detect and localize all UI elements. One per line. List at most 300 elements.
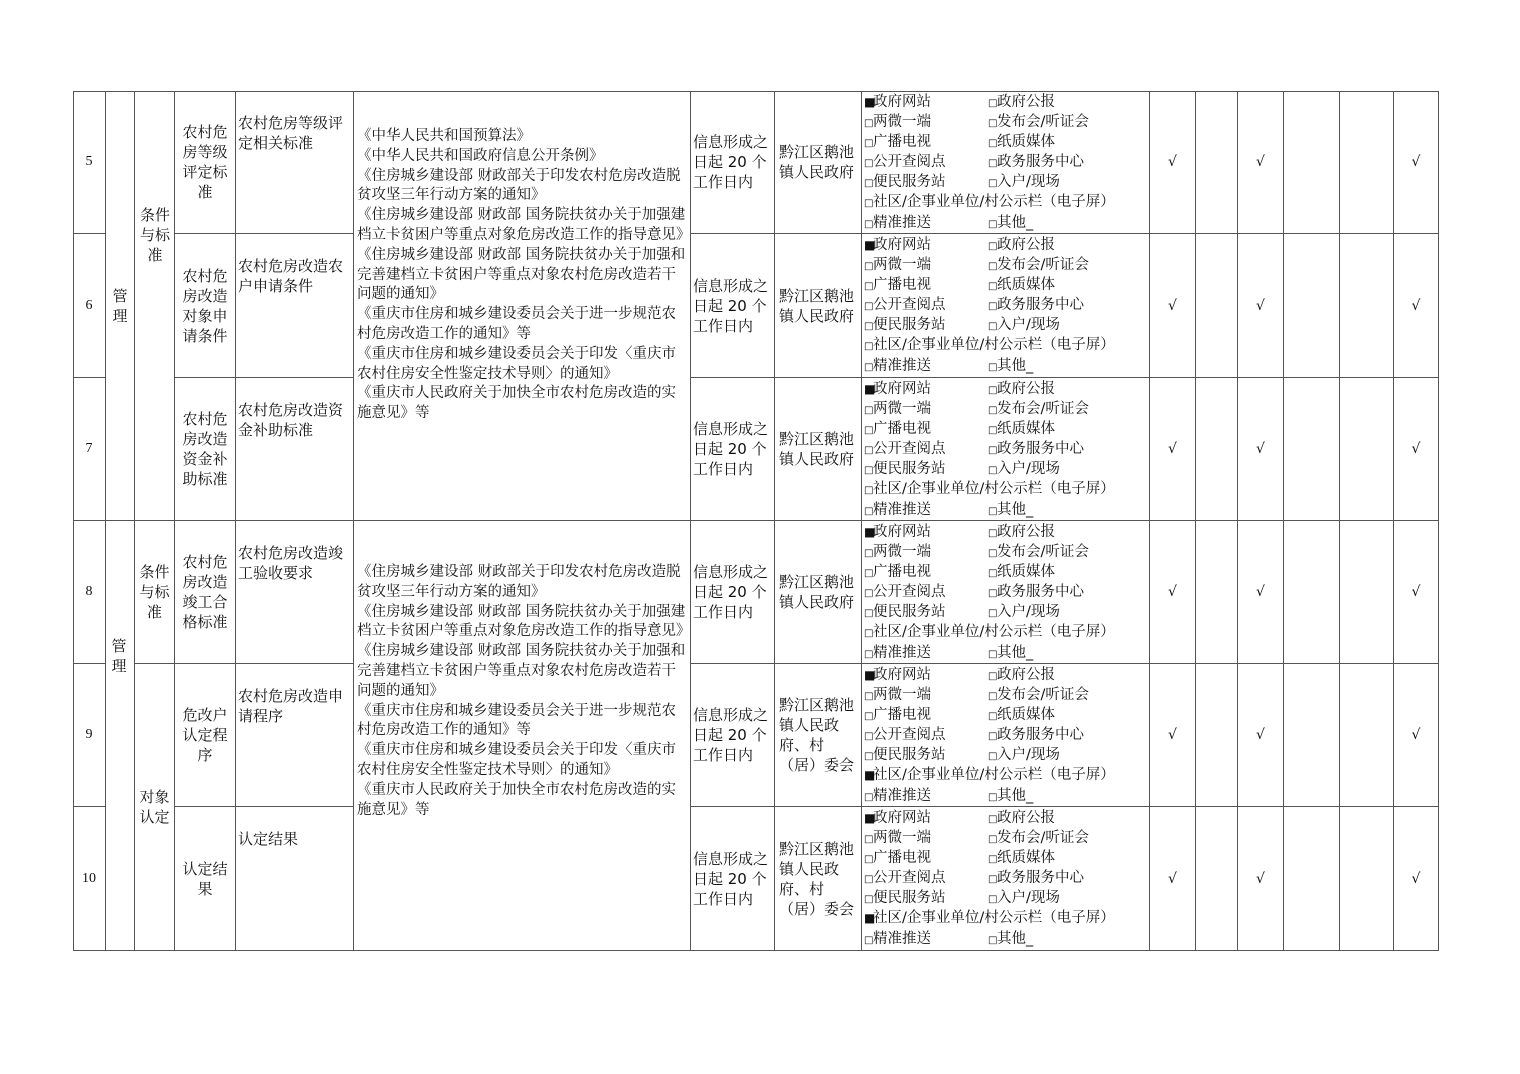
unchecked-box-icon: □	[988, 178, 998, 190]
channel-label: 精准推送	[873, 501, 931, 518]
channel-option[interactable]	[864, 665, 988, 685]
unchecked-box-icon: □	[988, 301, 998, 313]
unchecked-box-icon: □	[988, 98, 998, 109]
channel-option[interactable]	[864, 745, 988, 767]
unchecked-box-icon: □	[988, 405, 998, 417]
deadline-cell	[691, 807, 775, 951]
channel-label: 公开查阅点	[873, 441, 946, 458]
deadline-cell	[691, 234, 775, 378]
level1-label: 管理	[112, 286, 128, 325]
channel-label: 精准推送	[873, 357, 931, 374]
channel-option[interactable]	[988, 114, 1089, 130]
unchecked-box-icon: □	[988, 731, 998, 743]
channel-option[interactable]	[988, 401, 1089, 417]
channel-label: 两微一端	[873, 687, 931, 704]
row-number: 9	[85, 727, 93, 742]
deadline-text: 信息形成之日起 20 个工作日内	[693, 849, 769, 908]
channel-option[interactable]	[864, 172, 988, 194]
channel-label: 发布会/听证会	[997, 257, 1089, 274]
check-mark: √	[1411, 727, 1421, 743]
channel-option[interactable]	[988, 441, 1084, 457]
unchecked-box-icon: □	[864, 648, 874, 660]
item-cell	[175, 234, 236, 378]
channel-label: 纸质媒体	[997, 850, 1055, 867]
channel-option[interactable]	[864, 255, 988, 277]
channel-option[interactable]	[864, 888, 988, 910]
check-mark: √	[1168, 297, 1177, 314]
check-cell	[1150, 91, 1196, 234]
channel-label: 政府公报	[997, 237, 1055, 253]
channel-option[interactable]	[864, 92, 988, 112]
check-cell	[1340, 91, 1394, 234]
channel-option[interactable]	[988, 358, 1033, 374]
channel-label: 便民服务站	[873, 604, 946, 621]
item-name: 农村危房改造资金补助标准	[182, 410, 228, 488]
channel-option[interactable]	[988, 257, 1089, 273]
channel-label: 发布会/听证会	[997, 544, 1089, 561]
channel-label: 政府公报	[997, 667, 1055, 683]
channel-option[interactable]	[988, 747, 1060, 763]
channel-option[interactable]	[864, 379, 988, 399]
check-cell	[1238, 664, 1284, 807]
unchecked-box-icon: □	[864, 178, 874, 190]
channel-label: 纸质媒体	[997, 277, 1055, 294]
unchecked-box-icon: □	[988, 711, 998, 723]
legal-basis-line: 《中华人民共和国政府信息公开条例》	[357, 147, 604, 164]
deadline-text: 信息形成之日起 20 个工作日内	[693, 133, 769, 191]
channel-option[interactable]	[988, 134, 1055, 150]
level2-cell	[135, 91, 175, 521]
unchecked-box-icon: □	[864, 118, 874, 130]
legal-basis-line: 《重庆市住房和城乡建设委员会关于印发〈重庆市农村住房安全性鉴定技术导则〉的通知》	[357, 345, 676, 382]
unchecked-box-icon: □	[988, 874, 998, 886]
checked-box-icon: ■	[864, 525, 876, 539]
subject-cell	[775, 664, 862, 807]
legal-basis-line: 《重庆市人民政府关于加快全市农村危房改造的实施意见》等	[357, 781, 676, 818]
channel-option[interactable]	[988, 788, 1033, 804]
level2-cell	[135, 521, 175, 664]
checked-box-icon: ■	[864, 238, 876, 252]
channel-option[interactable]	[988, 174, 1060, 190]
check-cell	[1340, 234, 1394, 378]
channel-label: 政府公报	[997, 381, 1055, 397]
row-number: 6	[85, 297, 93, 313]
channel-label: 入户/现场	[997, 317, 1060, 334]
check-cell	[1196, 807, 1238, 951]
channel-label: 纸质媒体	[997, 134, 1055, 151]
subject-text: 黔江区鹅池镇人民政府	[779, 143, 855, 181]
check-cell	[1196, 91, 1238, 234]
channel-label: 公开查阅点	[873, 584, 946, 601]
unchecked-box-icon: □	[988, 691, 998, 703]
channel-label: 入户/现场	[997, 747, 1060, 764]
subject-cell	[775, 521, 862, 664]
check-cell	[1238, 378, 1284, 521]
level1-cell	[106, 521, 135, 951]
channel-option[interactable]	[988, 544, 1089, 560]
legal-basis-line: 《中华人民共和国预算法》	[357, 128, 531, 144]
legal-basis-line: 《住房城乡建设部 财政部 国务院扶贫办关于加强建档立卡贫困户等重点对象危房改造工作的指导意见》	[357, 207, 691, 243]
item-cell	[175, 378, 236, 521]
channel-label: 发布会/听证会	[997, 401, 1089, 418]
channel-label: 广播电视	[873, 707, 931, 724]
channel-option[interactable]	[988, 645, 1033, 661]
check-cell	[1150, 664, 1196, 807]
row-number: 10	[82, 870, 96, 886]
channel-option[interactable]	[988, 667, 1055, 683]
channel-label: 精准推送	[873, 930, 931, 947]
channel-option[interactable]	[988, 687, 1089, 703]
channel-label: 社区/企事业单位/村公示栏（电子屏）	[873, 910, 1115, 927]
check-cell	[1284, 378, 1340, 521]
channel-label: 便民服务站	[873, 747, 946, 764]
content-cell	[236, 664, 354, 807]
check-cell	[1284, 91, 1340, 234]
unchecked-box-icon: □	[988, 671, 998, 682]
channel-option[interactable]	[988, 564, 1055, 580]
channel-option[interactable]	[988, 727, 1084, 743]
channel-option[interactable]	[864, 295, 988, 317]
unchecked-box-icon: □	[864, 505, 874, 517]
check-mark: √	[1256, 870, 1265, 887]
channel-option[interactable]	[988, 850, 1055, 866]
legal-basis-line: 《住房城乡建设部 财政部 国务院扶贫办关于加强和完善建档立卡贫困户等重点对象农村危房改造若干问题的通知》	[357, 246, 686, 303]
channel-option[interactable]	[864, 624, 1115, 640]
channel-label: 政府网站	[873, 667, 931, 683]
channel-option[interactable]	[864, 315, 988, 337]
channel-label: 社区/企事业单位/村公示栏（电子屏）	[873, 337, 1115, 354]
check-mark: √	[1168, 441, 1177, 457]
channel-option[interactable]	[988, 421, 1055, 437]
check-mark: √	[1256, 584, 1265, 600]
legal-basis-line: 《住房城乡建设部 财政部关于印发农村危房改造脱贫攻坚三年行动方案的通知》	[357, 564, 681, 600]
channel-label: 政府公报	[997, 810, 1055, 826]
channel-label: 政务服务中心	[997, 297, 1084, 314]
deadline-cell	[691, 521, 775, 664]
check-cell	[1284, 807, 1340, 951]
legal-basis-line: 《住房城乡建设部 财政部 国务院扶贫办关于加强和完善建档立卡贫困户等重点对象农村危房改造若干问题的通知》	[357, 643, 686, 699]
channel-option[interactable]	[864, 132, 988, 154]
channel-label: 两微一端	[873, 257, 931, 274]
channel-label: 政府网站	[873, 810, 931, 826]
channel-label: 其他_	[997, 357, 1034, 374]
item-content: 农村危房改造资金补助标准	[238, 401, 344, 439]
channel-label: 政府网站	[873, 381, 931, 397]
channels-cell	[862, 91, 1150, 234]
channel-label: 政府公报	[997, 94, 1055, 110]
unchecked-box-icon: □	[988, 281, 998, 293]
checked-box-icon: ■	[864, 382, 876, 396]
channel-label: 两微一端	[873, 114, 931, 131]
unchecked-box-icon: □	[988, 385, 998, 396]
subject-cell	[775, 378, 862, 521]
legal-basis-cell	[354, 91, 691, 521]
check-cell	[1284, 664, 1340, 807]
channel-label: 广播电视	[873, 850, 931, 867]
level1-label: 管理	[111, 637, 127, 675]
channel-label: 其他_	[997, 644, 1034, 661]
item-cell	[175, 91, 236, 234]
channel-option[interactable]	[864, 848, 988, 870]
channel-option[interactable]	[864, 582, 988, 604]
channel-option[interactable]	[988, 277, 1055, 293]
unchecked-box-icon: □	[864, 711, 874, 723]
check-mark: √	[1168, 154, 1177, 170]
check-cell	[1150, 807, 1196, 951]
unchecked-box-icon: □	[864, 588, 874, 600]
deadline-cell	[691, 664, 775, 807]
channel-option[interactable]	[864, 767, 1115, 783]
channel-option[interactable]	[864, 194, 1115, 210]
channel-label: 入户/现场	[997, 461, 1060, 478]
checked-box-icon: ■	[864, 668, 876, 682]
channel-label: 社区/企事业单位/村公示栏（电子屏）	[873, 624, 1115, 641]
channel-label: 政务服务中心	[997, 584, 1084, 601]
row-number-cell	[73, 664, 106, 807]
unchecked-box-icon: □	[864, 548, 874, 560]
channel-option[interactable]	[864, 481, 1115, 497]
channel-option[interactable]	[988, 931, 1033, 947]
unchecked-box-icon: □	[988, 425, 998, 437]
unchecked-box-icon: □	[988, 648, 998, 660]
channel-label: 便民服务站	[873, 890, 946, 907]
legal-basis-line: 《重庆市住房和城乡建设委员会关于印发〈重庆市农村住房安全性鉴定技术导则〉的通知》	[357, 742, 676, 778]
channel-label: 广播电视	[873, 277, 931, 294]
check-cell	[1150, 234, 1196, 378]
check-mark: √	[1168, 584, 1177, 600]
unchecked-box-icon: □	[988, 791, 998, 803]
unchecked-box-icon: □	[988, 361, 998, 373]
check-cell	[1394, 91, 1439, 234]
channel-option[interactable]	[864, 213, 988, 234]
unchecked-box-icon: □	[864, 321, 874, 333]
unchecked-box-icon: □	[864, 425, 874, 437]
channel-option[interactable]	[864, 112, 988, 134]
item-name: 农村危房改造对象申请条件	[182, 266, 228, 345]
unchecked-box-icon: □	[864, 691, 874, 703]
channel-option[interactable]	[864, 705, 988, 727]
item-cell	[175, 807, 236, 951]
channel-label: 入户/现场	[997, 604, 1060, 621]
check-cell	[1238, 807, 1284, 951]
level2-label: 对象认定	[139, 788, 170, 826]
content-cell	[236, 378, 354, 521]
row-number-cell	[73, 378, 106, 521]
check-cell	[1340, 807, 1394, 951]
channel-label: 政府网站	[873, 94, 931, 110]
unchecked-box-icon: □	[988, 854, 998, 866]
content-cell	[236, 521, 354, 664]
unchecked-box-icon: □	[864, 751, 874, 763]
check-cell	[1394, 234, 1439, 378]
channel-option[interactable]	[988, 604, 1060, 620]
row-number: 7	[85, 441, 93, 456]
channel-label: 广播电视	[873, 421, 931, 438]
check-mark: √	[1411, 441, 1421, 457]
channel-option[interactable]	[988, 502, 1033, 518]
channel-option[interactable]	[988, 890, 1060, 906]
channel-option[interactable]	[988, 584, 1084, 600]
checked-box-icon: ■	[864, 811, 876, 825]
channel-option[interactable]	[864, 439, 988, 461]
unchecked-box-icon: □	[864, 341, 874, 353]
channel-label: 政府网站	[873, 524, 931, 540]
channel-label: 纸质媒体	[997, 421, 1055, 438]
channel-option[interactable]	[988, 524, 1055, 540]
channel-option[interactable]	[864, 808, 988, 828]
level1-cell	[106, 91, 135, 521]
unchecked-box-icon: □	[864, 628, 874, 640]
channel-option[interactable]	[988, 154, 1084, 170]
channel-option[interactable]	[864, 685, 988, 707]
check-mark: √	[1411, 870, 1421, 887]
unchecked-box-icon: □	[864, 198, 874, 210]
channel-option[interactable]	[864, 356, 988, 378]
unchecked-box-icon: □	[864, 465, 874, 477]
channel-label: 便民服务站	[873, 317, 946, 334]
channel-label: 公开查阅点	[873, 297, 946, 314]
channel-option[interactable]	[988, 317, 1060, 333]
channel-label: 其他_	[997, 930, 1034, 947]
channel-option[interactable]	[988, 94, 1055, 110]
channel-option[interactable]	[988, 461, 1060, 477]
channels-cell	[862, 521, 1150, 664]
channel-label: 其他_	[997, 501, 1034, 518]
channel-option[interactable]	[864, 542, 988, 564]
check-cell	[1284, 521, 1340, 664]
unchecked-box-icon: □	[988, 588, 998, 600]
check-cell	[1238, 234, 1284, 378]
channel-option[interactable]	[988, 381, 1055, 397]
channel-option[interactable]	[864, 643, 988, 664]
check-mark: √	[1411, 154, 1421, 170]
channel-label: 纸质媒体	[997, 564, 1055, 581]
channel-label: 两微一端	[873, 830, 931, 847]
unchecked-box-icon: □	[988, 934, 998, 946]
row-number-cell	[73, 91, 106, 234]
channel-option[interactable]	[864, 725, 988, 747]
legal-basis-line: 《重庆市住房和城乡建设委员会关于进一步规范农村危房改造工作的通知》等	[357, 306, 676, 342]
level2-label: 条件与标准	[139, 206, 170, 264]
unchecked-box-icon: □	[864, 791, 874, 803]
channel-label: 发布会/听证会	[997, 687, 1089, 704]
check-mark: √	[1256, 297, 1265, 314]
item-name: 农村危房等级评定标准	[182, 123, 228, 201]
item-name: 危改户认定程序	[182, 706, 228, 764]
unchecked-box-icon: □	[864, 485, 874, 497]
channel-option[interactable]	[988, 297, 1084, 313]
channel-label: 政务服务中心	[997, 727, 1084, 744]
channel-option[interactable]	[988, 215, 1033, 231]
channel-label: 两微一端	[873, 544, 931, 561]
channel-label: 广播电视	[873, 564, 931, 581]
channels-cell	[862, 664, 1150, 807]
check-cell	[1394, 521, 1439, 664]
channel-option[interactable]	[988, 830, 1089, 846]
unchecked-box-icon: □	[988, 834, 998, 846]
channel-option[interactable]	[864, 459, 988, 481]
subject-cell	[775, 91, 862, 234]
channel-option[interactable]	[988, 237, 1055, 253]
channel-option[interactable]	[864, 500, 988, 521]
unchecked-box-icon: □	[988, 321, 998, 333]
channel-option[interactable]	[988, 707, 1055, 723]
channel-label: 纸质媒体	[997, 707, 1055, 724]
channel-label: 便民服务站	[873, 461, 946, 478]
unchecked-box-icon: □	[864, 405, 874, 417]
unchecked-box-icon: □	[864, 218, 874, 230]
channel-label: 公开查阅点	[873, 727, 946, 744]
channel-option[interactable]	[864, 419, 988, 441]
unchecked-box-icon: □	[988, 814, 998, 825]
channel-option[interactable]	[864, 235, 988, 255]
channels-cell	[862, 234, 1150, 378]
unchecked-box-icon: □	[988, 241, 998, 252]
channel-label: 精准推送	[873, 644, 931, 661]
channel-option[interactable]	[864, 522, 988, 542]
channel-option[interactable]	[864, 910, 1115, 926]
check-mark: √	[1256, 154, 1265, 170]
row-number-cell	[73, 521, 106, 664]
unchecked-box-icon: □	[864, 854, 874, 866]
channel-option[interactable]	[988, 810, 1055, 826]
channel-option[interactable]	[864, 562, 988, 584]
channel-option[interactable]	[864, 399, 988, 421]
unchecked-box-icon: □	[864, 261, 874, 273]
unchecked-box-icon: □	[864, 874, 874, 886]
checked-box-icon: ■	[864, 95, 876, 109]
channel-label: 其他_	[997, 214, 1034, 231]
check-cell	[1196, 378, 1238, 521]
item-content: 认定结果	[238, 830, 299, 848]
check-cell	[1196, 234, 1238, 378]
channel-option[interactable]	[864, 275, 988, 297]
item-cell	[175, 521, 236, 664]
channel-label: 公开查阅点	[873, 154, 946, 171]
item-content: 农村危房改造竣工验收要求	[238, 544, 344, 582]
deadline-text: 信息形成之日起 20 个工作日内	[693, 276, 769, 335]
channel-option[interactable]	[864, 602, 988, 624]
channel-option[interactable]	[864, 828, 988, 850]
check-cell	[1238, 521, 1284, 664]
channel-option[interactable]	[864, 868, 988, 890]
channel-option[interactable]	[988, 870, 1084, 886]
channel-option[interactable]	[864, 929, 988, 951]
deadline-text: 信息形成之日起 20 个工作日内	[693, 563, 769, 621]
channel-option[interactable]	[864, 152, 988, 174]
check-mark: √	[1411, 297, 1421, 314]
channel-option[interactable]	[864, 337, 1115, 353]
channels-cell	[862, 378, 1150, 521]
unchecked-box-icon: □	[864, 158, 874, 170]
legal-basis-cell	[354, 521, 691, 951]
channel-label: 入户/现场	[997, 174, 1060, 191]
check-mark: √	[1168, 870, 1177, 887]
subject-text: 黔江区鹅池镇人民政府	[779, 286, 855, 325]
channel-option[interactable]	[864, 786, 988, 807]
item-name: 农村危房改造竣工合格标准	[182, 553, 228, 631]
unchecked-box-icon: □	[864, 361, 874, 373]
row-number-cell	[73, 807, 106, 951]
row-number-cell	[73, 234, 106, 378]
channel-label: 社区/企事业单位/村公示栏（电子屏）	[873, 481, 1115, 498]
channels-cell	[862, 807, 1150, 951]
check-cell	[1238, 91, 1284, 234]
level2-label: 条件与标准	[139, 563, 170, 621]
content-cell	[236, 807, 354, 951]
item-content: 农村危房改造农户申请条件	[238, 257, 344, 295]
channel-label: 社区/企事业单位/村公示栏（电子屏）	[873, 194, 1115, 211]
